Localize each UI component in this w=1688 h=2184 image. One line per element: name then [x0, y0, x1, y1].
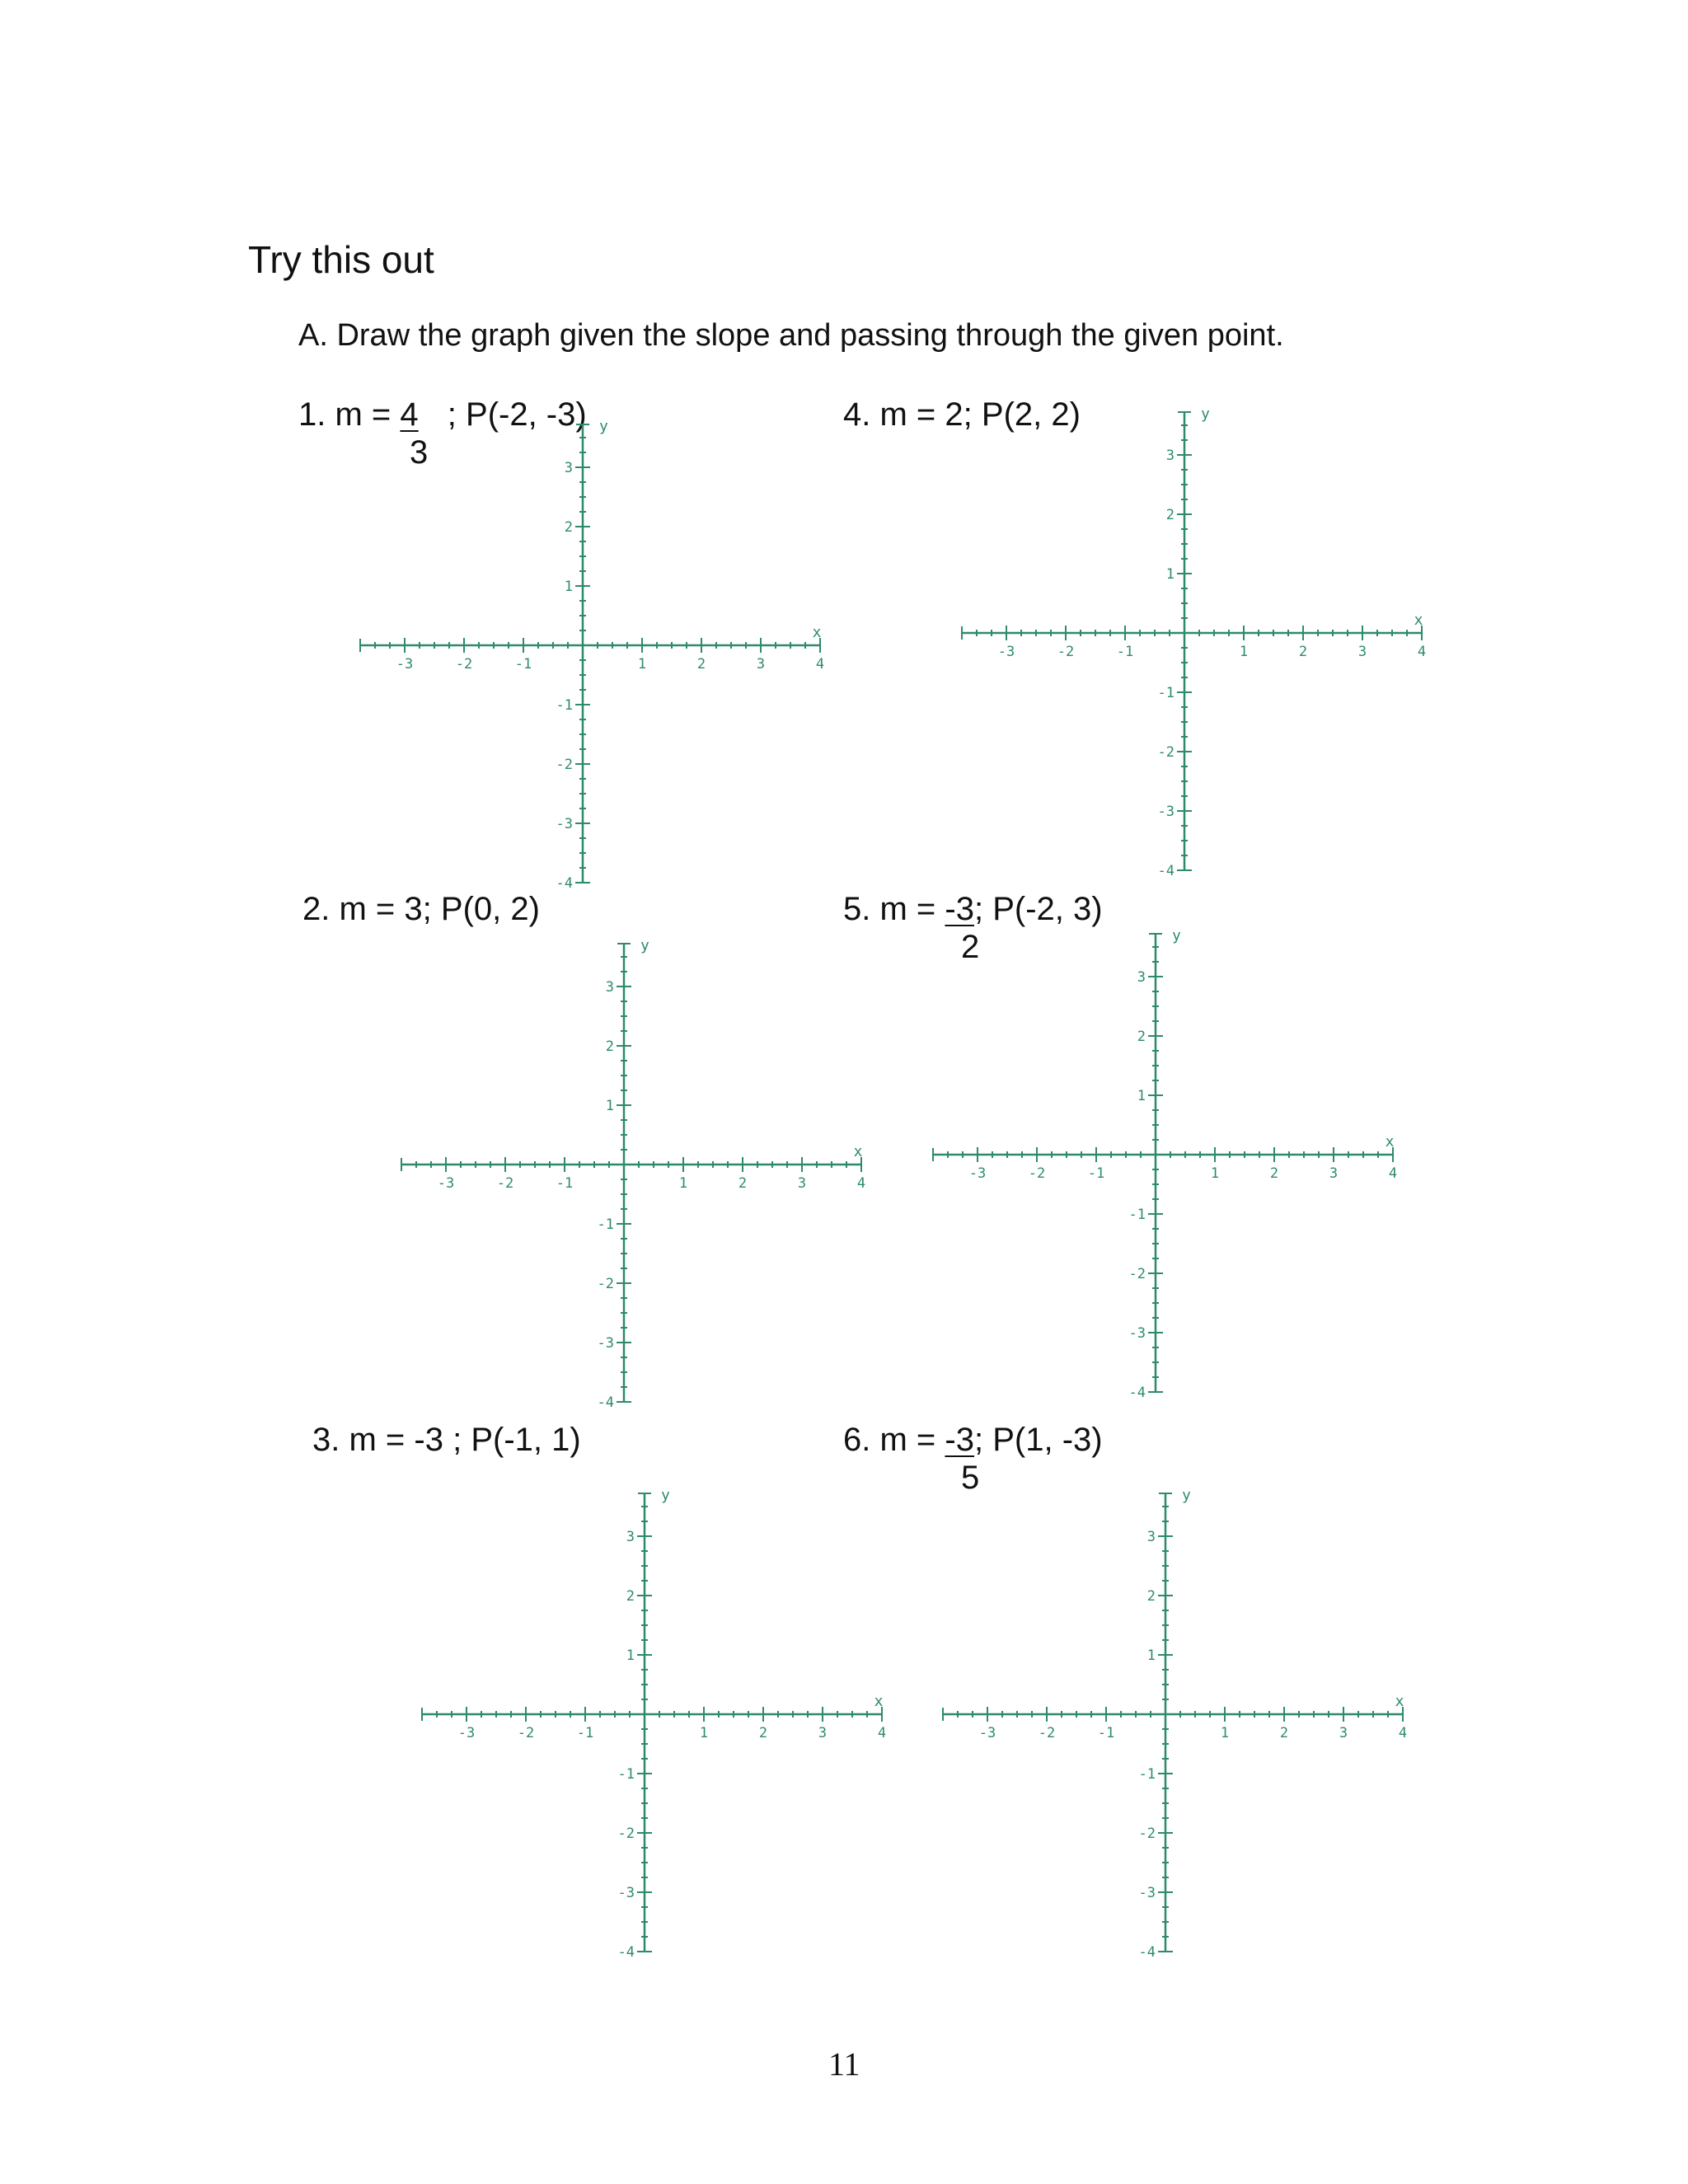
- x-tick-label: 1: [678, 1175, 688, 1192]
- section-title: Try this out: [248, 238, 434, 281]
- y-axis-label: y: [640, 937, 649, 954]
- x-tick-label: -1: [1097, 1725, 1115, 1741]
- slope-denominator-5: 2: [961, 929, 980, 965]
- problem-2: [302, 888, 540, 930]
- problem-3: [312, 1419, 581, 1460]
- x-tick-label: 2: [1269, 1165, 1279, 1182]
- y-tick-label: 1: [1146, 1647, 1156, 1664]
- y-axis-label: y: [1182, 1487, 1191, 1504]
- slope-numerator: -3: [945, 891, 974, 927]
- y-tick-label: -2: [1157, 744, 1175, 761]
- problem-number: 2.: [302, 891, 331, 927]
- slope-prefix: m =: [879, 396, 936, 433]
- x-tick-label: -2: [517, 1725, 535, 1741]
- x-axis-label: x: [1385, 1133, 1395, 1151]
- x-tick-label: -3: [457, 1725, 476, 1741]
- y-axis-label: y: [1172, 927, 1181, 944]
- x-tick-label: 4: [1398, 1725, 1408, 1741]
- y-tick-label: 1: [626, 1647, 635, 1664]
- x-tick-label: 2: [1279, 1725, 1289, 1741]
- point-text: P(1, -3): [992, 1422, 1103, 1458]
- x-tick-label: 3: [756, 656, 766, 673]
- x-tick-label: 3: [1339, 1725, 1348, 1741]
- problem-number: 1.: [298, 396, 326, 433]
- x-tick-label: -1: [576, 1725, 594, 1741]
- x-tick-label: 3: [1357, 644, 1367, 660]
- x-tick-label: 1: [1220, 1725, 1230, 1741]
- y-tick-label: -2: [1128, 1266, 1146, 1282]
- x-tick-label: -3: [997, 644, 1015, 660]
- y-tick-label: -3: [617, 1885, 635, 1901]
- slope-numerator: -3: [945, 1422, 974, 1458]
- x-tick-label: 4: [856, 1175, 866, 1192]
- point-text: P(-2, 3): [992, 891, 1103, 927]
- y-tick-label: -3: [1128, 1325, 1146, 1342]
- y-tick-label: 2: [1146, 1588, 1156, 1605]
- y-axis-label: y: [1201, 405, 1210, 423]
- y-tick-label: -3: [1138, 1885, 1156, 1901]
- x-tick-label: -1: [514, 656, 532, 673]
- x-tick-label: -2: [1057, 644, 1075, 660]
- slope-numerator: 4: [400, 396, 419, 433]
- y-tick-label: -1: [597, 1216, 614, 1233]
- x-tick-label: 3: [1329, 1165, 1339, 1182]
- y-tick-label: -2: [556, 757, 573, 773]
- y-tick-label: 3: [1137, 969, 1146, 986]
- x-tick-label: -1: [1116, 644, 1134, 660]
- coordinate-grid-6[interactable]: [925, 1487, 1436, 1961]
- problem-number: 6.: [843, 1422, 871, 1458]
- x-tick-label: 1: [1210, 1165, 1220, 1182]
- problem-5: [843, 888, 1103, 930]
- coordinate-grid-2[interactable]: [375, 937, 886, 1411]
- slope-value: 2;: [945, 396, 973, 433]
- y-tick-label: -1: [556, 697, 573, 714]
- instruction-text: A. Draw the graph given the slope and passing through the given point.: [298, 318, 1284, 353]
- x-tick-label: -2: [1038, 1725, 1056, 1741]
- point-text: P(0, 2): [440, 891, 540, 927]
- x-tick-label: 1: [637, 656, 647, 673]
- y-tick-label: -4: [1128, 1385, 1146, 1401]
- problem-number: 5.: [843, 891, 871, 927]
- x-tick-label: 2: [738, 1175, 748, 1192]
- x-tick-label: 2: [1298, 644, 1308, 660]
- y-tick-label: -2: [597, 1276, 614, 1292]
- coordinate-grid-3[interactable]: [404, 1487, 915, 1961]
- x-tick-label: -3: [437, 1175, 455, 1192]
- y-tick-label: -1: [1157, 685, 1175, 701]
- coordinate-grid-1[interactable]: [334, 418, 845, 892]
- x-tick-label: -3: [978, 1725, 996, 1741]
- point-text: ; P(-2, -3): [447, 396, 587, 433]
- slope-value: 3;: [404, 891, 432, 927]
- x-tick-label: 4: [1417, 644, 1427, 660]
- y-tick-label: 3: [1146, 1529, 1156, 1545]
- x-tick-label: -3: [968, 1165, 987, 1182]
- y-tick-label: 3: [564, 460, 573, 476]
- y-tick-label: -2: [1138, 1825, 1156, 1842]
- point-text: P(2, 2): [981, 396, 1081, 433]
- y-tick-label: 1: [1137, 1088, 1146, 1104]
- problem-number: 4.: [843, 396, 871, 433]
- y-tick-label: 2: [1165, 507, 1175, 523]
- problem-1: [298, 394, 587, 435]
- y-tick-label: -3: [1157, 804, 1175, 820]
- slope-separator: ;: [973, 891, 984, 927]
- y-tick-label: -4: [1138, 1944, 1156, 1961]
- y-tick-label: -1: [617, 1766, 635, 1783]
- y-tick-label: 3: [626, 1529, 635, 1545]
- y-tick-label: -4: [1157, 863, 1175, 879]
- y-tick-label: 2: [564, 519, 573, 536]
- slope-value: -3 ;: [414, 1422, 462, 1458]
- slope-denominator-1: 3: [410, 434, 429, 471]
- slope-prefix: m =: [879, 891, 936, 927]
- x-tick-label: 4: [877, 1725, 887, 1741]
- x-tick-label: 4: [1388, 1165, 1398, 1182]
- x-tick-label: 3: [797, 1175, 807, 1192]
- y-tick-label: 1: [564, 579, 573, 595]
- y-tick-label: 1: [1165, 566, 1175, 583]
- y-tick-label: 3: [1165, 448, 1175, 464]
- y-tick-label: 1: [605, 1098, 614, 1114]
- slope-separator: ;: [973, 1422, 984, 1458]
- point-text: P(-1, 1): [471, 1422, 581, 1458]
- y-tick-label: -1: [1128, 1207, 1146, 1223]
- problem-number: 3.: [312, 1422, 340, 1458]
- y-tick-label: -4: [556, 875, 573, 892]
- x-tick-label: -1: [1087, 1165, 1105, 1182]
- x-tick-label: -2: [496, 1175, 514, 1192]
- x-axis-label: x: [812, 624, 822, 641]
- y-axis-label: y: [661, 1487, 670, 1504]
- problem-6: [843, 1419, 1103, 1460]
- page-number: 11: [828, 2046, 860, 2083]
- slope-prefix: m =: [879, 1422, 936, 1458]
- x-tick-label: -1: [556, 1175, 574, 1192]
- x-tick-label: 2: [758, 1725, 768, 1741]
- x-axis-label: x: [853, 1143, 863, 1160]
- slope-prefix: m =: [339, 891, 396, 927]
- x-tick-label: 4: [815, 656, 825, 673]
- slope-prefix: m =: [335, 396, 392, 433]
- x-tick-label: 1: [699, 1725, 709, 1741]
- y-tick-label: -3: [597, 1335, 614, 1352]
- coordinate-grid-5[interactable]: [907, 927, 1418, 1401]
- x-tick-label: -2: [1028, 1165, 1046, 1182]
- y-tick-label: 2: [605, 1038, 614, 1055]
- x-tick-label: -3: [396, 656, 414, 673]
- problem-4: [843, 394, 1081, 435]
- x-tick-label: -2: [455, 656, 473, 673]
- x-axis-label: x: [1395, 1693, 1404, 1710]
- x-tick-label: 1: [1239, 644, 1249, 660]
- y-tick-label: 3: [605, 979, 614, 996]
- y-tick-label: -4: [617, 1944, 635, 1961]
- y-tick-label: 2: [626, 1588, 635, 1605]
- y-tick-label: -1: [1138, 1766, 1156, 1783]
- x-tick-label: 2: [696, 656, 706, 673]
- y-tick-label: -4: [597, 1394, 614, 1411]
- y-axis-label: y: [599, 418, 608, 435]
- x-axis-label: x: [874, 1693, 884, 1710]
- slope-prefix: m =: [349, 1422, 406, 1458]
- y-tick-label: 2: [1137, 1029, 1146, 1045]
- y-tick-label: -3: [556, 816, 573, 832]
- y-tick-label: -2: [617, 1825, 635, 1842]
- slope-denominator-6: 5: [961, 1460, 980, 1496]
- x-axis-label: x: [1414, 612, 1423, 629]
- x-tick-label: 3: [818, 1725, 828, 1741]
